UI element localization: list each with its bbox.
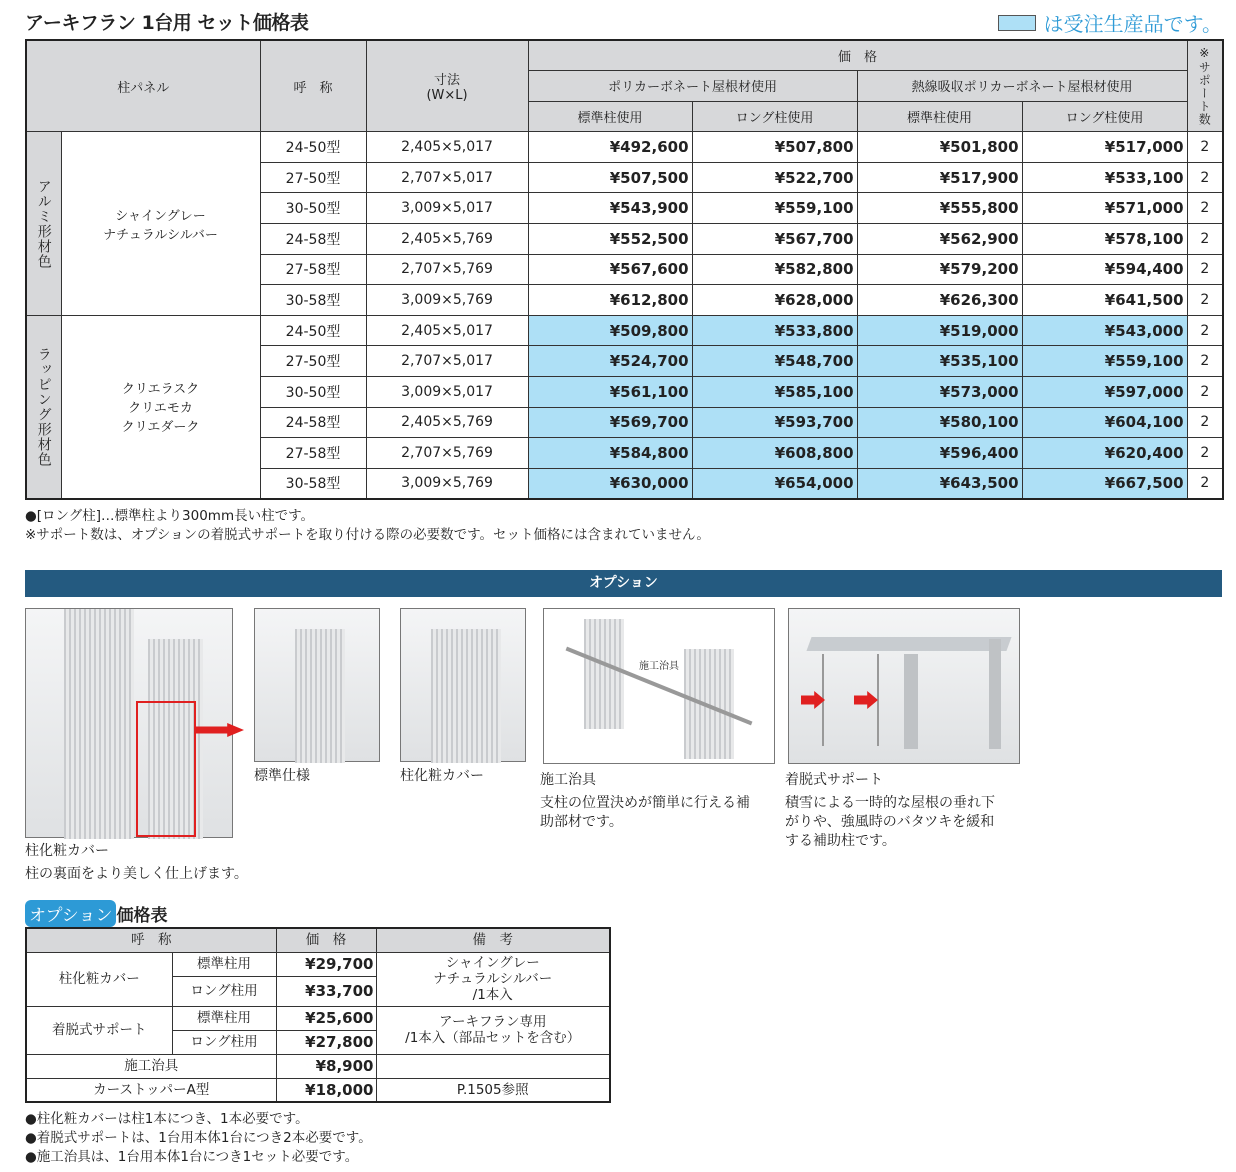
header-note: 備 考 <box>376 928 610 952</box>
options-banner: オプション <box>25 570 1222 597</box>
price-heat-long: ¥578,100 <box>1022 224 1187 255</box>
price-heat-std: ¥643,500 <box>857 468 1022 499</box>
dimensions: 2,707×5,769 <box>366 438 528 469</box>
price-heat-long: ¥594,400 <box>1022 254 1187 285</box>
price-heat-long: ¥667,500 <box>1022 468 1187 499</box>
model-name: 30-50型 <box>260 377 366 408</box>
jig-caption: 施工治具 <box>540 772 596 788</box>
price-poly-std: ¥569,700 <box>528 407 692 438</box>
cover-std: 標準柱用 <box>172 952 276 976</box>
price-heat-std: ¥573,000 <box>857 377 1022 408</box>
main-note-1: ●[ロング柱]…標準柱より300mm長い柱です。 <box>25 508 315 524</box>
price-heat-long: ¥604,100 <box>1022 407 1187 438</box>
price-poly-std: ¥509,800 <box>528 315 692 346</box>
price-poly-long: ¥628,000 <box>692 285 857 316</box>
cover-std-price: ¥29,700 <box>276 952 376 976</box>
price-poly-std: ¥612,800 <box>528 285 692 316</box>
price-poly-long: ¥533,800 <box>692 315 857 346</box>
price-heat-std: ¥562,900 <box>857 224 1022 255</box>
dimensions: 3,009×5,017 <box>366 377 528 408</box>
price-poly-std: ¥543,900 <box>528 193 692 224</box>
stopper-note: P.1505参照 <box>376 1078 610 1102</box>
header-panel: 柱パネル <box>26 40 260 132</box>
header-long: ロング柱使用 <box>692 101 857 132</box>
price-heat-std: ¥555,800 <box>857 193 1022 224</box>
price-heat-long: ¥571,000 <box>1022 193 1187 224</box>
dimensions: 2,707×5,017 <box>366 346 528 377</box>
support-count: 2 <box>1187 407 1223 438</box>
jig-desc: 支柱の位置決めが簡単に行える補助部材です。 <box>540 795 750 830</box>
table-row <box>26 132 1223 163</box>
model-name: 30-58型 <box>260 285 366 316</box>
price-heat-std: ¥579,200 <box>857 254 1022 285</box>
header-price: 価 格 <box>276 928 376 952</box>
price-poly-std: ¥524,700 <box>528 346 692 377</box>
model-name: 27-50型 <box>260 346 366 377</box>
model-name: 27-58型 <box>260 438 366 469</box>
price-heat-long: ¥620,400 <box>1022 438 1187 469</box>
price-heat-std: ¥596,400 <box>857 438 1022 469</box>
price-heat-std: ¥517,900 <box>857 162 1022 193</box>
price-heat-std: ¥519,000 <box>857 315 1022 346</box>
price-heat-long: ¥533,100 <box>1022 162 1187 193</box>
cover-long: ロング柱用 <box>172 976 276 1006</box>
stopper-name: カーストッパーA型 <box>26 1078 276 1102</box>
arrow-icon <box>854 691 878 709</box>
order-made-legend <box>998 8 1222 37</box>
standard-caption: 標準仕様 <box>254 768 310 784</box>
price-poly-std: ¥507,500 <box>528 162 692 193</box>
model-name: 27-58型 <box>260 254 366 285</box>
jig-name: 施工治具 <box>26 1054 276 1078</box>
support-long: ロング柱用 <box>172 1030 276 1054</box>
option-note-2: ●着脱式サポートは、1台用本体1台につき2本必要です。 <box>25 1130 372 1146</box>
header-std: 標準柱使用 <box>528 101 692 132</box>
support-count: 2 <box>1187 438 1223 469</box>
option-price-table <box>25 927 611 1103</box>
model-name: 24-50型 <box>260 315 366 346</box>
support-count: 2 <box>1187 468 1223 499</box>
main-note-2: ※サポート数は、オプションの着脱式サポートを取り付ける際の必要数です。セット価格には含まれていません。 <box>25 527 710 543</box>
model-name: 24-58型 <box>260 407 366 438</box>
material-label: ラッピング形材色 <box>26 315 61 499</box>
support-std: 標準柱用 <box>172 1006 276 1030</box>
option-table-title <box>25 900 167 927</box>
dimensions: 2,405×5,769 <box>366 407 528 438</box>
support-caption: 着脱式サポート <box>785 772 883 788</box>
dimensions: 2,405×5,769 <box>366 224 528 255</box>
support-std-price: ¥25,600 <box>276 1006 376 1030</box>
support-count: 2 <box>1187 132 1223 163</box>
price-poly-std: ¥567,600 <box>528 254 692 285</box>
model-name: 27-50型 <box>260 162 366 193</box>
dimensions: 2,707×5,017 <box>366 162 528 193</box>
color-names: シャイングレー ナチュラルシルバー <box>61 132 260 316</box>
support-count: 2 <box>1187 193 1223 224</box>
price-poly-long: ¥559,100 <box>692 193 857 224</box>
legend-text: は受注生産品です。 <box>1043 12 1222 36</box>
price-poly-std: ¥492,600 <box>528 132 692 163</box>
dimensions: 3,009×5,769 <box>366 468 528 499</box>
price-heat-long: ¥597,000 <box>1022 377 1187 408</box>
cover-desc: 柱の裏面をより美しく仕上げます。 <box>25 866 248 882</box>
model-name: 30-50型 <box>260 193 366 224</box>
dimensions: 2,405×5,017 <box>366 315 528 346</box>
material-label: アルミ形材色 <box>26 132 61 316</box>
cover-long-price: ¥33,700 <box>276 976 376 1006</box>
header-price: 価 格 <box>528 40 1187 71</box>
option-note-3: ●施工治具は、1台用本体1台につき1セット必要です。 <box>25 1149 359 1165</box>
price-heat-std: ¥501,800 <box>857 132 1022 163</box>
header-name: 呼 称 <box>26 928 276 952</box>
standard-photo <box>254 608 380 762</box>
table-row <box>26 315 1223 346</box>
cover-caption-2: 柱化粧カバー <box>400 768 484 784</box>
order-made-swatch <box>998 15 1036 31</box>
header-size: 寸法 (W×L) <box>366 40 528 132</box>
price-heat-long: ¥517,000 <box>1022 132 1187 163</box>
model-name: 30-58型 <box>260 468 366 499</box>
support-photo <box>788 608 1020 764</box>
header-name: 呼 称 <box>260 40 366 132</box>
price-poly-std: ¥561,100 <box>528 377 692 408</box>
price-heat-std: ¥535,100 <box>857 346 1022 377</box>
support-count: 2 <box>1187 254 1223 285</box>
support-count: 2 <box>1187 315 1223 346</box>
price-poly-long: ¥608,800 <box>692 438 857 469</box>
stopper-price: ¥18,000 <box>276 1078 376 1102</box>
dimensions: 2,707×5,769 <box>366 254 528 285</box>
cover-name: 柱化粧カバー <box>26 952 172 1006</box>
price-poly-std: ¥630,000 <box>528 468 692 499</box>
price-poly-long: ¥507,800 <box>692 132 857 163</box>
option-note-1: ●柱化粧カバーは柱1本につき、1本必要です。 <box>25 1111 309 1127</box>
price-poly-long: ¥654,000 <box>692 468 857 499</box>
cover-caption: 柱化粧カバー <box>25 843 109 859</box>
cover-back-photo <box>25 608 233 838</box>
jig-illustration <box>543 608 775 764</box>
price-poly-long: ¥582,800 <box>692 254 857 285</box>
support-count: 2 <box>1187 346 1223 377</box>
support-name: 着脱式サポート <box>26 1006 172 1054</box>
header-support: ※サポート数 <box>1187 40 1223 132</box>
dimensions: 2,405×5,017 <box>366 132 528 163</box>
support-desc: 積雪による一時的な屋根の垂れ下がりや、強風時のバタツキを緩和する補助柱です。 <box>785 795 995 849</box>
dimensions: 3,009×5,017 <box>366 193 528 224</box>
header-poly: ポリカーボネート屋根材使用 <box>528 71 857 102</box>
price-poly-long: ¥548,700 <box>692 346 857 377</box>
price-heat-long: ¥641,500 <box>1022 285 1187 316</box>
cover-photo <box>400 608 526 762</box>
support-note: アーキフラン専用 /1本入（部品セットを含む） <box>376 1006 610 1054</box>
support-count: 2 <box>1187 285 1223 316</box>
title-pill: オプション <box>25 900 116 927</box>
jig-label: 施工治具 <box>639 657 679 672</box>
model-name: 24-50型 <box>260 132 366 163</box>
price-heat-long: ¥543,000 <box>1022 315 1187 346</box>
support-count: 2 <box>1187 377 1223 408</box>
price-poly-long: ¥593,700 <box>692 407 857 438</box>
header-long: ロング柱使用 <box>1022 101 1187 132</box>
price-poly-std: ¥552,500 <box>528 224 692 255</box>
page-title: アーキフラン 1台用 セット価格表 <box>25 12 309 34</box>
title-rest: 価格表 <box>116 906 168 926</box>
price-poly-long: ¥522,700 <box>692 162 857 193</box>
color-names: クリエラスク クリエモカ クリエダーク <box>61 315 260 499</box>
header-std: 標準柱使用 <box>857 101 1022 132</box>
dimensions: 3,009×5,769 <box>366 285 528 316</box>
cover-note: シャイングレー ナチュラルシルバー /1本入 <box>376 952 610 1006</box>
price-table <box>25 39 1224 500</box>
price-heat-std: ¥580,100 <box>857 407 1022 438</box>
price-poly-long: ¥585,100 <box>692 377 857 408</box>
header-heat: 熱線吸収ポリカーボネート屋根材使用 <box>857 71 1187 102</box>
jig-price: ¥8,900 <box>276 1054 376 1078</box>
support-count: 2 <box>1187 162 1223 193</box>
price-heat-long: ¥559,100 <box>1022 346 1187 377</box>
price-heat-std: ¥626,300 <box>857 285 1022 316</box>
price-poly-std: ¥584,800 <box>528 438 692 469</box>
support-long-price: ¥27,800 <box>276 1030 376 1054</box>
support-count: 2 <box>1187 224 1223 255</box>
price-poly-long: ¥567,700 <box>692 224 857 255</box>
model-name: 24-58型 <box>260 224 366 255</box>
